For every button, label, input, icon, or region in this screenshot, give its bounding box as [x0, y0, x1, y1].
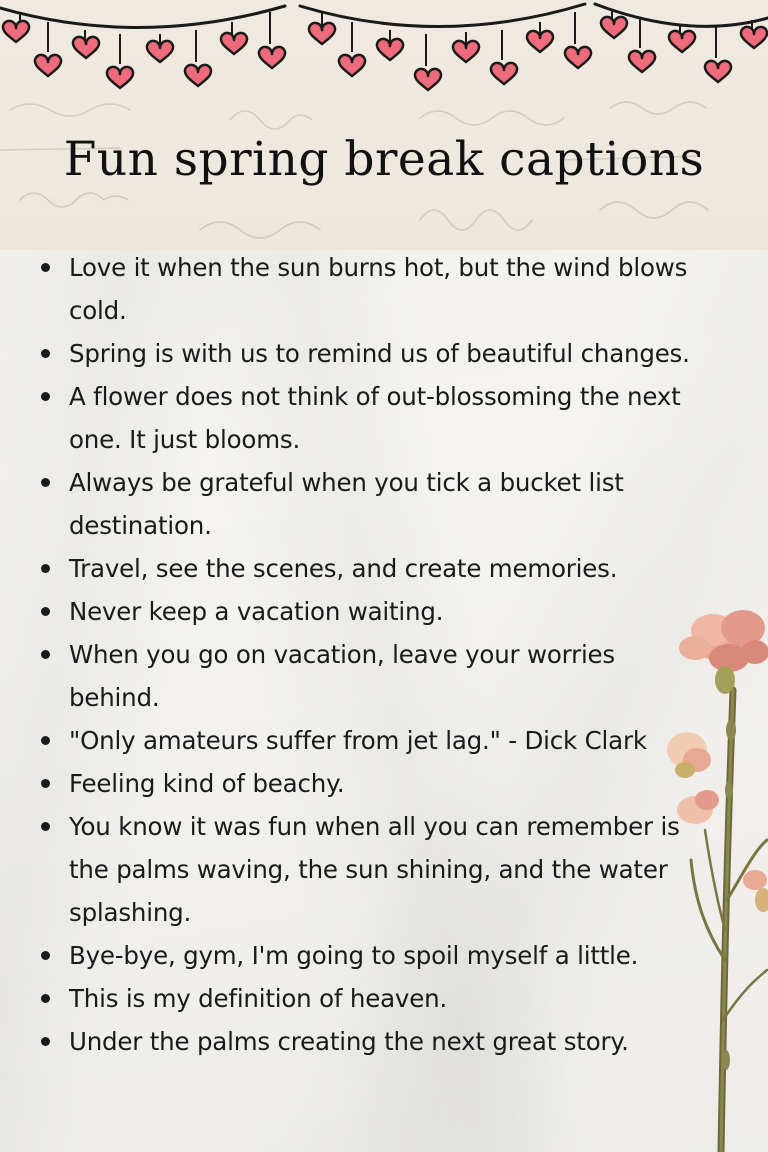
caption-text: "Only amateurs suffer from jet lag." - Dick Clark	[69, 726, 647, 755]
list-item	[0, 934, 700, 977]
list-item	[0, 977, 700, 1020]
caption-text: Never keep a vacation waiting.	[69, 597, 444, 626]
list-item	[0, 461, 700, 547]
caption-text: Feeling kind of beachy.	[69, 769, 345, 798]
caption-text: This is my definition of heaven.	[69, 984, 447, 1013]
bullet-icon	[41, 736, 50, 745]
bullet-icon	[41, 650, 50, 659]
caption-text: Bye-bye, gym, I'm going to spoil myself a little.	[69, 941, 639, 970]
list-item	[0, 633, 700, 719]
list-item	[0, 762, 700, 805]
bullet-icon	[41, 822, 50, 831]
list-item	[0, 375, 700, 461]
bullet-icon	[41, 349, 50, 358]
caption-text: Spring is with us to remind us of beautiful changes.	[69, 339, 690, 368]
list-item	[0, 332, 700, 375]
caption-text: A flower does not think of out-blossoming the next one. It just blooms.	[69, 382, 681, 454]
list-item	[0, 590, 700, 633]
caption-text: Under the palms creating the next great story.	[69, 1027, 629, 1056]
bullet-icon	[41, 263, 50, 272]
page-title: Fun spring break captions	[63, 132, 705, 187]
list-item	[0, 547, 700, 590]
bullet-icon	[41, 607, 50, 616]
list-item	[0, 246, 700, 332]
list-item	[0, 805, 700, 934]
caption-text: You know it was fun when all you can remember is the palms waving, the sun shining, and the water splashing.	[69, 812, 680, 927]
bullet-icon	[41, 392, 50, 401]
caption-text: Travel, see the scenes, and create memories.	[69, 554, 618, 583]
caption-text: Always be grateful when you tick a bucket list destination.	[69, 468, 624, 540]
heart-garland	[0, 0, 768, 100]
bullet-icon	[41, 994, 50, 1003]
bullet-icon	[41, 1037, 50, 1046]
header-band	[0, 0, 768, 250]
bullet-icon	[41, 951, 50, 960]
bullet-icon	[41, 478, 50, 487]
caption-text: Love it when the sun burns hot, but the wind blows cold.	[69, 253, 688, 325]
pressed-flower-illustration	[655, 600, 768, 1152]
bullet-icon	[41, 779, 50, 788]
list-item	[0, 719, 700, 762]
caption-list	[0, 246, 700, 1063]
list-item	[0, 1020, 700, 1063]
caption-text: When you go on vacation, leave your worries behind.	[69, 640, 615, 712]
bullet-icon	[41, 564, 50, 573]
